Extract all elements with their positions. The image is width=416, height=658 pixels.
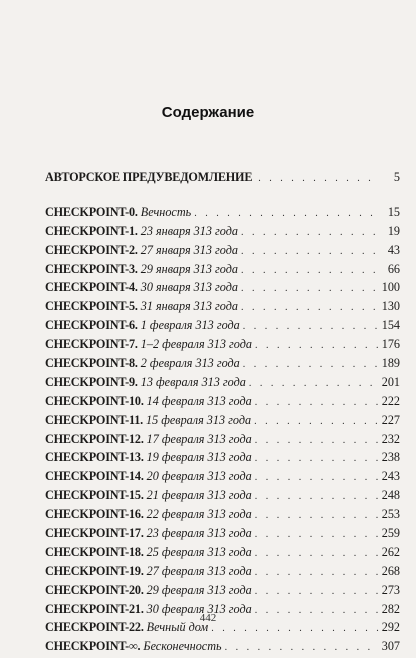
- dot-leader: [241, 302, 379, 313]
- dot-leader: [255, 586, 379, 597]
- dot-leader: [255, 529, 379, 540]
- toc-entry: [45, 488, 400, 507]
- toc-entry: [45, 583, 400, 602]
- toc-entry: [45, 469, 400, 488]
- toc-entry: [45, 205, 400, 224]
- toc-entry-subtitle: 30 февраля 313 года: [146, 601, 252, 616]
- toc-entry: [45, 564, 400, 583]
- toc-entry-subtitle: 19 февраля 313 года: [146, 450, 252, 465]
- toc-entry: [45, 450, 400, 469]
- toc-entry-title: CHECKPOINT-12.: [45, 431, 144, 446]
- toc-entry-title: CHECKPOINT-4.: [45, 280, 138, 295]
- dot-leader: [255, 491, 379, 502]
- dot-leader: [255, 453, 379, 464]
- toc-entry: [45, 243, 400, 262]
- toc-entry-page: 262: [381, 544, 400, 559]
- dot-leader: [241, 246, 379, 257]
- toc-entry-subtitle: 31 января 313 года: [140, 299, 238, 314]
- toc-entry-page: 19: [387, 223, 400, 238]
- toc-entry-title: CHECKPOINT-10.: [45, 393, 144, 408]
- toc-entry-subtitle: 20 февраля 313 года: [146, 469, 252, 484]
- dot-leader: [255, 340, 379, 351]
- toc-entry: [45, 432, 400, 451]
- dot-leader: [255, 435, 379, 446]
- toc-entry-page: 248: [381, 488, 400, 503]
- toc-entry-title: CHECKPOINT-5.: [45, 299, 138, 314]
- toc-entry-page: 268: [381, 563, 400, 578]
- toc-entry-subtitle: Бесконечность: [143, 639, 222, 654]
- toc-entry-subtitle: 17 февраля 313 года: [146, 431, 252, 446]
- toc-entry-page: 243: [381, 469, 400, 484]
- toc-entry: [45, 337, 400, 356]
- toc-entry-page: 201: [381, 374, 400, 389]
- toc-entry-page: 15: [387, 204, 400, 219]
- toc-entry-title: CHECKPOINT-0.: [45, 204, 138, 219]
- toc-entry-title: CHECKPOINT-16.: [45, 507, 144, 522]
- dot-leader: [225, 642, 379, 653]
- dot-leader: [211, 623, 379, 634]
- toc-entry-page: 259: [381, 526, 400, 541]
- toc-entry-title: CHECKPOINT-6.: [45, 318, 138, 333]
- toc-entry-title: CHECKPOINT-13.: [45, 450, 144, 465]
- toc-entry-subtitle: 25 февраля 313 года: [146, 544, 252, 559]
- toc-entry-page: 189: [381, 356, 400, 371]
- dot-leader: [241, 283, 379, 294]
- toc-entry-title: CHECKPOINT-2.: [45, 242, 138, 257]
- toc-entry-subtitle: 27 февраля 313 года: [146, 563, 252, 578]
- toc-entry-title: CHECKPOINT-7.: [45, 337, 138, 352]
- dot-leader: [255, 397, 379, 408]
- toc-entry-title: CHECKPOINT-14.: [45, 469, 144, 484]
- toc-entry: [45, 318, 400, 337]
- page-number: 442: [199, 612, 217, 624]
- toc-entry-page: 100: [381, 280, 400, 295]
- toc-entry-title: CHECKPOINT-∞.: [45, 639, 141, 654]
- toc-entry-page: 273: [381, 582, 400, 597]
- toc-entry: [45, 299, 400, 318]
- toc-entry-page: 292: [381, 620, 400, 635]
- toc-entry: [45, 545, 400, 564]
- toc-entry-title: CHECKPOINT-20.: [45, 582, 144, 597]
- toc-entry-subtitle: 1–2 февраля 313 года: [140, 337, 252, 352]
- dot-leader: [243, 359, 379, 370]
- dot-leader: [255, 548, 379, 559]
- toc-entry: [45, 394, 400, 413]
- toc-entry: [45, 262, 400, 281]
- dot-leader: [255, 510, 379, 521]
- toc-entry-page: 176: [381, 337, 400, 352]
- toc-entry-page: 66: [387, 261, 400, 276]
- toc-entry-subtitle: 22 февраля 313 года: [146, 507, 252, 522]
- dot-leader: [249, 378, 379, 389]
- toc-entry-title: CHECKPOINT-1.: [45, 223, 138, 238]
- toc-entry-title: CHECKPOINT-19.: [45, 563, 144, 578]
- dot-leader: [194, 208, 379, 219]
- toc-entry-title: CHECKPOINT-18.: [45, 544, 144, 559]
- toc-entry-title: CHECKPOINT-22.: [45, 620, 144, 635]
- dot-leader: [241, 227, 379, 238]
- toc-entry: [45, 280, 400, 299]
- toc-entry-page: 227: [381, 412, 400, 427]
- dot-leader: [254, 416, 379, 427]
- toc-entry-title: CHECKPOINT-8.: [45, 356, 138, 371]
- toc-entry-title: CHECKPOINT-9.: [45, 374, 138, 389]
- dot-leader: [243, 321, 379, 332]
- toc-entry-page: 282: [381, 601, 400, 616]
- toc-entry-page: 232: [381, 431, 400, 446]
- toc-entry-title: CHECKPOINT-3.: [45, 261, 138, 276]
- toc-entry-subtitle: 23 февраля 313 года: [146, 526, 252, 541]
- toc-entry-subtitle: 29 февраля 313 года: [146, 582, 252, 597]
- toc-entry-subtitle: 2 февраля 313 года: [140, 356, 240, 371]
- table-of-contents: [45, 170, 400, 658]
- toc-entry-page: 5: [393, 170, 400, 184]
- toc-entry: [45, 526, 400, 545]
- toc-entry-title: АВТОРСКОЕ ПРЕДУВЕДОМЛЕНИЕ: [45, 170, 253, 184]
- dot-leader: [255, 567, 379, 578]
- toc-entry-subtitle: 14 февраля 313 года: [146, 393, 252, 408]
- toc-entry-subtitle: 21 февраля 313 года: [146, 488, 252, 503]
- toc-entry-page: 307: [381, 639, 400, 654]
- toc-entry-page: 154: [381, 318, 400, 333]
- toc-entry-title: CHECKPOINT-15.: [45, 488, 144, 503]
- dot-leader: [258, 173, 379, 184]
- toc-entry: [45, 224, 400, 243]
- toc-entry-page: 253: [381, 507, 400, 522]
- toc-entry-title: CHECKPOINT-11.: [45, 412, 143, 427]
- dot-leader: [241, 265, 379, 276]
- toc-entry-subtitle: 29 января 313 года: [140, 261, 238, 276]
- toc-entry-subtitle: 15 февраля 313 года: [146, 412, 252, 427]
- toc-entry-subtitle: 30 января 313 года: [140, 280, 238, 295]
- toc-entry: [45, 170, 400, 189]
- toc-entry-page: 238: [381, 450, 400, 465]
- page-title: Содержание: [161, 104, 255, 121]
- toc-entry-subtitle: 23 января 313 года: [140, 223, 238, 238]
- toc-entry-subtitle: 13 февраля 313 года: [140, 374, 246, 389]
- toc-entry-page: 130: [381, 299, 400, 314]
- toc-entry-subtitle: 1 февраля 313 года: [140, 318, 240, 333]
- toc-entry-title: CHECKPOINT-17.: [45, 526, 144, 541]
- dot-leader: [255, 472, 379, 483]
- toc-entry: [45, 356, 400, 375]
- bleed-through-text: [58, 6, 388, 20]
- toc-entry-page: 43: [387, 242, 400, 257]
- toc-entry-subtitle: 27 января 313 года: [140, 242, 238, 257]
- toc-entry-title: CHECKPOINT-21.: [45, 601, 144, 616]
- toc-entry: [45, 507, 400, 526]
- toc-entry: [45, 375, 400, 394]
- toc-entry: [45, 639, 400, 658]
- toc-entry-subtitle: Вечный дом: [146, 620, 209, 635]
- toc-entry-page: 222: [381, 393, 400, 408]
- toc-entry-subtitle: Вечность: [140, 204, 192, 219]
- toc-entry: [45, 413, 400, 432]
